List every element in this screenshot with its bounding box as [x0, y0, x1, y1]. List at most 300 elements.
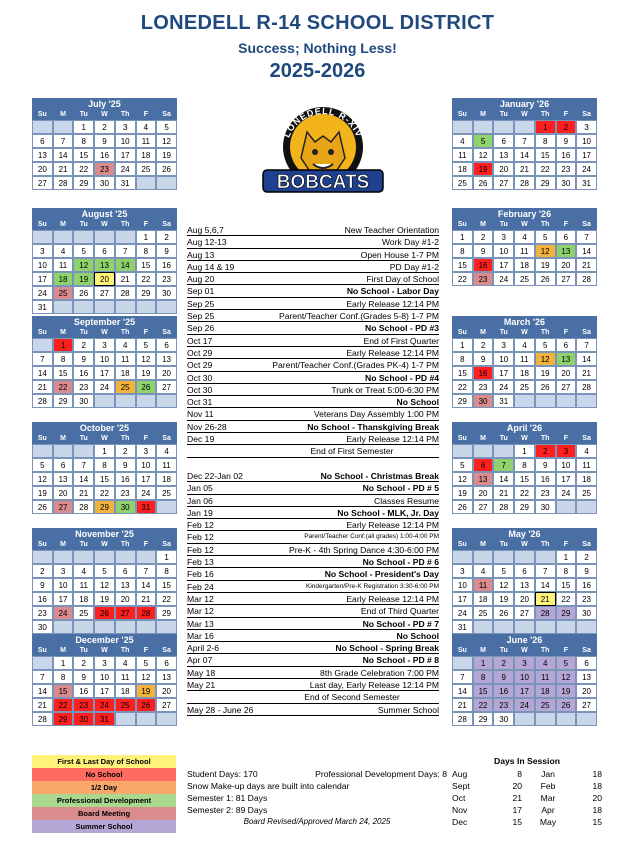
day-cell: 11 [115, 352, 136, 366]
weekday-label: Sa [576, 110, 597, 120]
day-cell: 13 [156, 352, 177, 366]
day-cell: 1 [514, 444, 535, 458]
day-cell: 15 [473, 684, 494, 698]
week-row [452, 444, 597, 458]
day-cell: 18 [136, 148, 157, 162]
event-text: Veterans Day Assembly 1:00 PM [313, 409, 439, 420]
empty-day [556, 394, 577, 408]
day-cell: 13 [556, 352, 577, 366]
event-date: Jan 05 [187, 483, 213, 494]
week-row [32, 472, 177, 486]
weekday-label: Su [32, 434, 53, 444]
day-cell: 9 [576, 564, 597, 578]
week-row [452, 698, 597, 712]
day-cell: 28 [136, 606, 157, 620]
empty-day [156, 712, 177, 726]
event-text: No School [396, 397, 439, 408]
empty-day [94, 620, 115, 634]
day-cell: 24 [452, 606, 473, 620]
event-text: End of Second Semester [304, 692, 400, 703]
weekday-label: Tu [73, 220, 94, 230]
day-cell: 11 [156, 458, 177, 472]
day-cell: 13 [473, 472, 494, 486]
day-cell: 30 [32, 620, 53, 634]
event-date: Nov 11 [187, 409, 214, 420]
week-row [452, 486, 597, 500]
week-row [452, 578, 597, 592]
day-cell: 1 [156, 550, 177, 564]
session-cell: 8 [517, 769, 522, 779]
day-cell: 27 [556, 380, 577, 394]
weekday-label: M [473, 328, 494, 338]
empty-day [115, 300, 136, 314]
empty-day [73, 550, 94, 564]
day-cell: 18 [53, 272, 74, 286]
day-cell: 4 [473, 564, 494, 578]
event-date: Oct 17 [187, 335, 213, 346]
day-cell: 13 [493, 148, 514, 162]
week-row [32, 698, 177, 712]
day-cell: 1 [535, 120, 556, 134]
legend-item: Professional Development [32, 794, 176, 807]
event-row [187, 605, 439, 617]
event-row [187, 630, 439, 642]
empty-day [576, 712, 597, 726]
event-row [187, 310, 439, 322]
day-cell: 9 [493, 670, 514, 684]
day-cell: 8 [452, 352, 473, 366]
day-cell: 6 [53, 458, 74, 472]
calendar-may [452, 528, 597, 634]
weekday-label: Sa [576, 328, 597, 338]
month-title: July '25 [32, 98, 177, 110]
day-cell: 10 [576, 134, 597, 148]
day-cell: 21 [514, 162, 535, 176]
day-cell: 22 [94, 486, 115, 500]
empty-day [32, 338, 53, 352]
day-cell: 13 [32, 148, 53, 162]
district-title: LONEDELL R-14 SCHOOL DISTRICT [140, 12, 495, 34]
day-cell: 19 [535, 258, 556, 272]
day-cell: 9 [115, 458, 136, 472]
day-cell: 16 [556, 148, 577, 162]
event-date: Aug 13 [187, 249, 215, 260]
day-cell: 17 [53, 592, 74, 606]
session-cell: May [539, 817, 557, 827]
week-row [452, 338, 597, 352]
empty-day [136, 712, 157, 726]
event-text: Early Release 12:14 PM [346, 434, 439, 445]
day-cell: 29 [53, 712, 74, 726]
day-cell: 10 [115, 134, 136, 148]
day-cell: 27 [576, 698, 597, 712]
event-date: May 18 [187, 667, 216, 678]
session-cell: 20 [592, 793, 602, 803]
weekday-label: Tu [493, 328, 514, 338]
semester-1-days: Semester 1: 81 Days [187, 793, 268, 803]
day-cell: 14 [514, 148, 535, 162]
calendar-december [32, 634, 177, 726]
event-text: Open House 1-7 PM [360, 249, 439, 260]
day-cell: 12 [535, 244, 556, 258]
day-cell: 4 [535, 656, 556, 670]
day-cell: 15 [94, 472, 115, 486]
day-cell: 24 [115, 162, 136, 176]
event-row [187, 568, 439, 580]
weekday-label: W [94, 434, 115, 444]
week-row [32, 120, 177, 134]
weekday-label: Su [32, 540, 53, 550]
weekday-label: Th [115, 434, 136, 444]
month-title: June '26 [452, 634, 597, 646]
day-cell: 17 [493, 258, 514, 272]
day-cell: 21 [73, 486, 94, 500]
day-cell: 22 [136, 272, 157, 286]
week-row [452, 230, 597, 244]
month-title: February '26 [452, 208, 597, 220]
session-cell: Jan [541, 769, 555, 779]
event-row [187, 396, 439, 408]
weekday-header [32, 646, 177, 656]
event-row [187, 654, 439, 666]
event-date [187, 691, 265, 702]
day-cell: 7 [73, 458, 94, 472]
day-cell: 3 [493, 338, 514, 352]
day-cell: 24 [94, 380, 115, 394]
day-cell: 7 [115, 244, 136, 258]
day-cell: 5 [452, 458, 473, 472]
day-cell: 5 [156, 120, 177, 134]
day-cell: 7 [32, 670, 53, 684]
day-cell: 2 [493, 656, 514, 670]
day-cell: 3 [115, 120, 136, 134]
weekday-label: F [136, 646, 157, 656]
empty-day [115, 712, 136, 726]
day-cell: 10 [94, 352, 115, 366]
empty-day [32, 550, 53, 564]
day-cell: 19 [136, 366, 157, 380]
weekday-label: M [473, 646, 494, 656]
weekday-label: Sa [576, 220, 597, 230]
event-date: Feb 24 [187, 581, 214, 592]
event-date: Dec 19 [187, 434, 215, 445]
calendar-february [452, 208, 597, 286]
day-cell: 14 [493, 472, 514, 486]
event-row [187, 679, 439, 691]
day-cell: 5 [473, 134, 494, 148]
weekday-label: M [53, 434, 74, 444]
week-row [452, 712, 597, 726]
weekday-label: W [514, 540, 535, 550]
weekday-label: Th [535, 434, 556, 444]
event-date: Aug 20 [187, 274, 215, 285]
day-cell: 23 [493, 698, 514, 712]
day-cell: 9 [156, 244, 177, 258]
day-cell: 15 [452, 258, 473, 272]
day-cell: 14 [32, 684, 53, 698]
week-row [452, 380, 597, 394]
weekday-label: Th [535, 328, 556, 338]
day-cell: 4 [136, 120, 157, 134]
day-cell: 30 [73, 394, 94, 408]
day-cell: 27 [156, 380, 177, 394]
day-cell: 2 [73, 656, 94, 670]
day-cell: 2 [156, 230, 177, 244]
day-cell: 15 [452, 366, 473, 380]
weekday-label: Su [452, 646, 473, 656]
calendar-august [32, 208, 177, 314]
day-cell: 28 [32, 394, 53, 408]
day-cell: 10 [136, 458, 157, 472]
week-row [32, 162, 177, 176]
day-cell: 15 [514, 472, 535, 486]
legend-item: Board Meeting [32, 807, 176, 820]
day-cell: 24 [514, 698, 535, 712]
week-row [452, 670, 597, 684]
day-cell: 8 [473, 670, 494, 684]
empty-day [136, 550, 157, 564]
month-title: August '25 [32, 208, 177, 220]
event-date: Aug 12-13 [187, 237, 227, 248]
day-cell: 17 [94, 684, 115, 698]
week-row [452, 564, 597, 578]
empty-day [115, 230, 136, 244]
day-cell: 3 [514, 656, 535, 670]
day-cell: 30 [576, 606, 597, 620]
day-cell: 20 [493, 162, 514, 176]
empty-day [156, 620, 177, 634]
event-row [187, 482, 439, 494]
empty-day [32, 120, 53, 134]
event-row [187, 384, 439, 396]
event-row [187, 556, 439, 568]
student-days: Student Days: 170 [187, 769, 258, 779]
semester-2-days: Semester 2: 89 Days [187, 805, 268, 815]
event-text: Last day, Early Release 12:14 PM [309, 679, 439, 690]
empty-day [53, 620, 74, 634]
weekday-label: Tu [73, 110, 94, 120]
day-cell: 16 [115, 472, 136, 486]
day-cell: 30 [556, 176, 577, 190]
day-cell: 27 [514, 606, 535, 620]
session-cell: Sept [452, 781, 470, 791]
empty-day [94, 394, 115, 408]
day-cell: 5 [556, 656, 577, 670]
day-cell: 21 [493, 486, 514, 500]
day-cell: 11 [136, 134, 157, 148]
week-row [452, 120, 597, 134]
event-text: No School - Thanskgiving Break [307, 421, 439, 432]
day-cell: 23 [556, 162, 577, 176]
event-text: Early Release 12:14 PM [346, 520, 439, 531]
month-title: September '25 [32, 316, 177, 328]
weekday-label: M [53, 646, 74, 656]
calendar-october [32, 422, 177, 514]
weekday-label: Su [452, 328, 473, 338]
day-cell: 28 [32, 712, 53, 726]
empty-day [576, 620, 597, 634]
day-cell: 16 [156, 258, 177, 272]
week-row [32, 578, 177, 592]
event-text: Parent/Teacher Conf.(all grades) 1:00-4:00 PM [304, 533, 439, 541]
day-cell: 23 [576, 592, 597, 606]
day-cell: 20 [556, 258, 577, 272]
day-cell: 9 [32, 578, 53, 592]
day-cell: 6 [556, 230, 577, 244]
event-text: End of First Quarter [363, 335, 439, 346]
event-text: No School - President's Day [324, 569, 439, 580]
day-cell: 12 [94, 578, 115, 592]
day-cell: 14 [115, 258, 136, 272]
day-cell: 19 [452, 486, 473, 500]
empty-day [156, 394, 177, 408]
day-cell: 20 [53, 486, 74, 500]
day-cell: 16 [493, 684, 514, 698]
event-date: Feb 16 [187, 569, 214, 580]
weekday-header [452, 110, 597, 120]
week-row [452, 176, 597, 190]
day-cell: 9 [473, 244, 494, 258]
day-cell: 25 [452, 176, 473, 190]
day-cell: 11 [115, 670, 136, 684]
day-cell: 29 [452, 394, 473, 408]
weekday-label: Su [32, 110, 53, 120]
day-cell: 7 [535, 564, 556, 578]
month-title: March '26 [452, 316, 597, 328]
day-cell: 31 [576, 176, 597, 190]
empty-day [73, 230, 94, 244]
month-title: April '26 [452, 422, 597, 434]
event-text: Pre-K - 4th Spring Dance 4:30-6:00 PM [289, 544, 439, 555]
day-cell: 20 [156, 684, 177, 698]
calendar-july [32, 98, 177, 190]
day-cell: 25 [473, 606, 494, 620]
event-date [187, 458, 265, 470]
day-cell: 12 [32, 472, 53, 486]
day-cell: 22 [73, 162, 94, 176]
day-cell: 1 [452, 230, 473, 244]
event-text: End of First Semester [310, 446, 394, 457]
day-cell: 2 [576, 550, 597, 564]
week-row [32, 244, 177, 258]
day-cell: 26 [156, 162, 177, 176]
day-cell: 12 [136, 352, 157, 366]
session-cell: Feb [540, 781, 556, 791]
day-cell: 25 [576, 486, 597, 500]
day-cell: 29 [53, 394, 74, 408]
session-cell: 20 [512, 781, 522, 791]
day-cell: 31 [136, 500, 157, 514]
week-row [32, 394, 177, 408]
weekday-header [32, 328, 177, 338]
day-cell: 8 [452, 244, 473, 258]
empty-day [556, 500, 577, 514]
event-row [187, 531, 439, 543]
day-cell: 20 [514, 592, 535, 606]
day-cell: 8 [53, 670, 74, 684]
empty-day [514, 620, 535, 634]
event-row [187, 224, 439, 236]
event-date: Sep 25 [187, 298, 215, 309]
weekday-label: F [556, 110, 577, 120]
event-date: Nov 26-28 [187, 421, 227, 432]
event-row [187, 667, 439, 679]
day-cell: 3 [493, 230, 514, 244]
week-row [452, 148, 597, 162]
week-row [32, 550, 177, 564]
event-date: Dec 22-Jan 02 [187, 470, 243, 481]
day-cell: 12 [556, 670, 577, 684]
day-cell: 3 [32, 244, 53, 258]
day-cell: 18 [514, 366, 535, 380]
empty-day [136, 300, 157, 314]
empty-day [493, 550, 514, 564]
day-cell: 18 [73, 592, 94, 606]
event-text: No School [396, 630, 439, 641]
week-row [32, 592, 177, 606]
weekday-label: M [473, 540, 494, 550]
day-cell: 6 [156, 656, 177, 670]
week-row [32, 338, 177, 352]
day-cell: 14 [576, 352, 597, 366]
weekday-label: Th [115, 540, 136, 550]
day-cell: 23 [473, 380, 494, 394]
event-date: Aug 14 & 19 [187, 261, 235, 272]
day-cell: 4 [115, 338, 136, 352]
school-year: 2025-2026 [269, 60, 366, 82]
event-row [187, 581, 439, 593]
empty-day [493, 120, 514, 134]
day-cell: 17 [32, 272, 53, 286]
day-cell: 19 [73, 272, 94, 286]
empty-day [156, 300, 177, 314]
week-row [32, 670, 177, 684]
event-row [187, 298, 439, 310]
day-cell: 22 [535, 162, 556, 176]
day-cell: 29 [156, 606, 177, 620]
week-row [32, 286, 177, 300]
empty-day [473, 444, 494, 458]
day-cell: 5 [136, 656, 157, 670]
event-date: Oct 29 [187, 360, 213, 371]
day-cell: 10 [53, 578, 74, 592]
session-cell: 21 [512, 793, 522, 803]
day-cell: 21 [136, 592, 157, 606]
event-row [187, 421, 439, 433]
day-cell: 23 [156, 272, 177, 286]
weekday-label: Sa [156, 540, 177, 550]
day-cell: 24 [576, 162, 597, 176]
day-cell: 3 [452, 564, 473, 578]
session-row [452, 768, 602, 780]
day-cell: 27 [556, 272, 577, 286]
day-cell: 24 [556, 486, 577, 500]
day-cell: 7 [53, 134, 74, 148]
session-cell: Mar [540, 793, 556, 803]
day-cell: 18 [473, 592, 494, 606]
weekday-label: Sa [156, 110, 177, 120]
day-cell: 6 [156, 338, 177, 352]
day-cell: 6 [115, 564, 136, 578]
day-cell: 7 [452, 670, 473, 684]
day-cell: 16 [535, 472, 556, 486]
day-cell: 5 [32, 458, 53, 472]
day-cell: 23 [535, 486, 556, 500]
week-row [452, 550, 597, 564]
day-cell: 13 [53, 472, 74, 486]
weekday-label: Tu [73, 540, 94, 550]
event-date: Sep 25 [187, 311, 215, 322]
